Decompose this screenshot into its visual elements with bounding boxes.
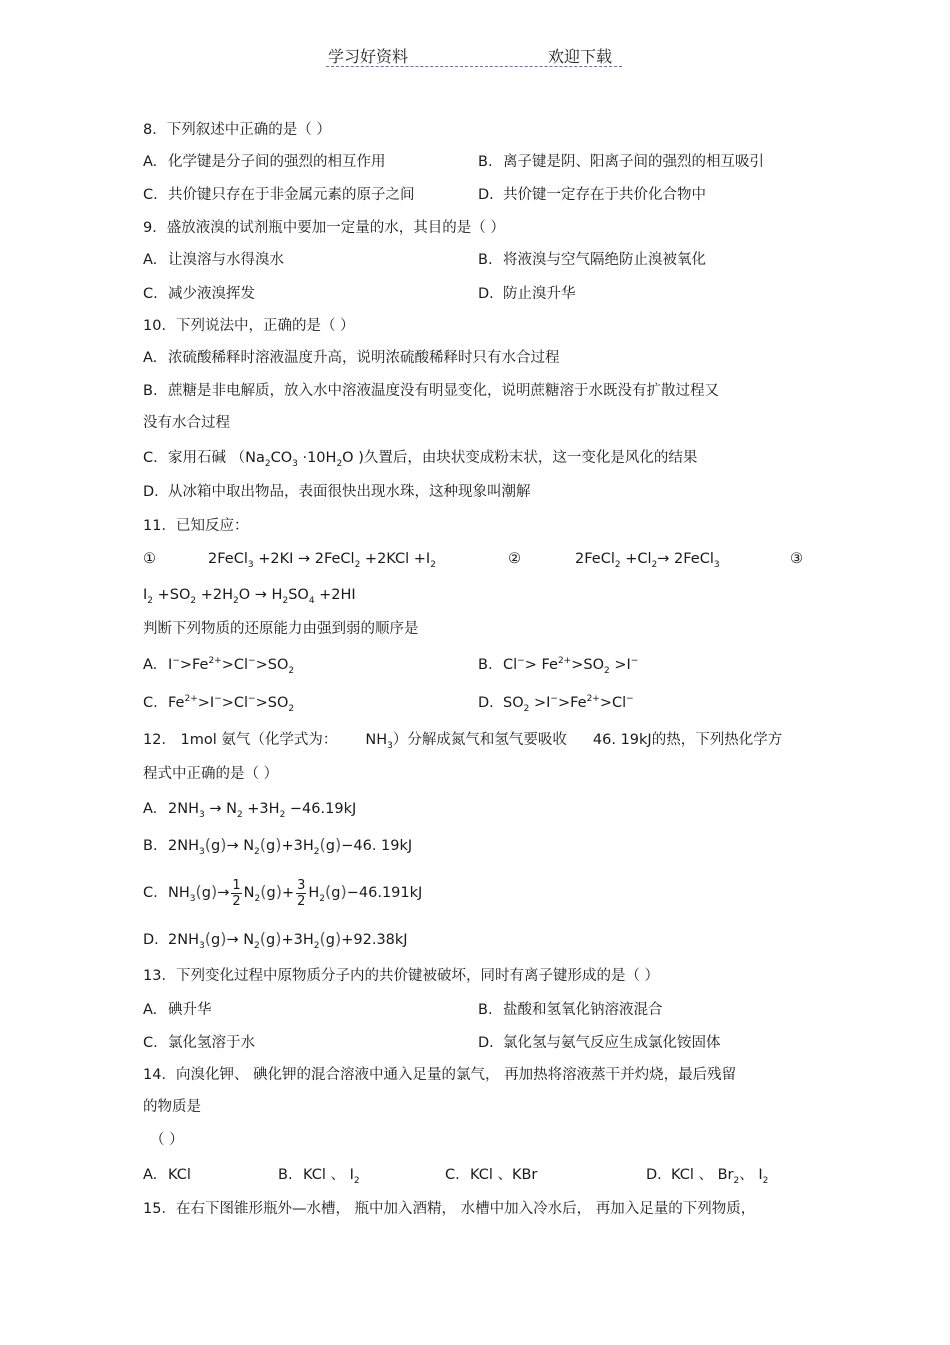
q9-option-d: D. 防止溴升华 xyxy=(478,286,576,302)
q13-option-b: B. 盐酸和氢氧化钠溶液混合 xyxy=(478,1002,663,1018)
q12-option-c: C. $NH_3(g)\to$ $\frac{1}{2}$ $N_2(g)+$ $\frac{3}{2}$ $H_2(g)-46.191kJ$ xyxy=(143,877,423,909)
q8-stem: 8．下列叙述中正确的是（ ） xyxy=(143,122,331,138)
q8-option-c: C. 共价键只存在于非金属元素的原子之间 xyxy=(143,187,415,203)
q11-question: 判断下列物质的还原能力由强到弱的顺序是 xyxy=(143,621,419,637)
q14-stem: 14．向溴化钾、 碘化钾的混合溶液中通入足量的氯气， 再加热将溶液蒸干并灼烧，最后残留 xyxy=(143,1067,737,1083)
q11-reaction-3-marker: ③ xyxy=(790,551,803,567)
q10-option-c: C. 家用石碱 （$Na_2CO_3 \cdot 10H_2O$ )久置后，由块状变成粉末状，这一变化是风化的结果 xyxy=(143,450,698,469)
q13-option-a: A. 碘升华 xyxy=(143,1002,212,1018)
q10-option-d: D. 从冰箱中取出物品，表面很快出现水珠，这种现象叫潮解 xyxy=(143,484,531,500)
q11-option-b: B. $Cl^-> Fe^{2+}>SO_2 >I^-$ xyxy=(478,656,639,676)
q13-stem: 13．下列变化过程中原物质分子内的共价键被破坏，同时有离子键形成的是（ ） xyxy=(143,968,660,984)
q11-option-c: C. $Fe^{2+}>I^->Cl^->SO_2$ xyxy=(143,694,295,714)
q12-option-d: D. $2NH_3(g)\to N_2(g)+3H_2(g)+92.38kJ$ xyxy=(143,929,408,951)
q11-reaction-3: $I_2 +SO_2 +2H_2O \to H_2SO_4 +2HI$ xyxy=(143,587,356,606)
q14-option-b: B. KCl 、 $I_2$ xyxy=(278,1167,360,1186)
q14-option-a: A. KCl xyxy=(143,1167,191,1183)
q11-reaction-2: ② 2FeCl$_2$ $+Cl_2\to$ 2FeCl$_3$ xyxy=(508,551,720,570)
q9-option-b: B. 将液溴与空气隔绝防止溴被氧化 xyxy=(478,252,706,268)
q8-option-b: B. 离子键是阴、阳离子间的强烈的相互吸引 xyxy=(478,154,764,170)
q15-stem: 15．在右下图锥形瓶外—水槽， 瓶中加入酒精， 水槽中加入冷水后， 再加入足量的下列物质， xyxy=(143,1201,756,1217)
q12-option-a: A. $2NH_3 \to N_2 +3H_2 -46.19kJ$ xyxy=(143,801,357,820)
q11-option-a: A. $I^->Fe^{2+}>Cl^->SO_2$ xyxy=(143,656,295,676)
q11-stem: 11．已知反应： xyxy=(143,518,249,534)
q10-option-b: B. 蔗糖是非电解质，放入水中溶液温度没有明显变化，说明蔗糖溶于水既没有扩散过程又 xyxy=(143,383,719,399)
q12-stem: 12． 1mol 氨气（化学式为： $NH_3$）分解成氮气和氢气要吸收 46. 19kJ的热，下列热化学方 xyxy=(143,732,783,751)
q9-option-c: C. 减少液溴挥发 xyxy=(143,286,255,302)
q14-option-c: C. KCl 、KBr xyxy=(445,1167,538,1183)
q12-option-b: B. $2NH_3(g)\to N_2(g)+3H_2(g)-46$. 19kJ xyxy=(143,835,413,857)
q9-stem: 9．盛放液溴的试剂瓶中要加一定量的水，其目的是（ ） xyxy=(143,220,505,236)
q8-option-a: A. 化学键是分子间的强烈的相互作用 xyxy=(143,154,386,170)
q12-stem-continued: 程式中正确的是（ ） xyxy=(143,766,279,782)
q10-option-a: A. 浓硫酸稀释时溶液温度升高，说明浓硫酸稀释时只有水合过程 xyxy=(143,350,560,366)
header-right: 欢迎下载 xyxy=(548,47,613,66)
q9-option-a: A. 让溴溶与水得溴水 xyxy=(143,252,284,268)
header-left: 学习好资料 xyxy=(328,47,409,66)
q11-option-d: D. $SO_2 >I^->Fe^{2+}>Cl^-$ xyxy=(478,694,634,714)
q8-option-d: D. 共价键一定存在于共价化合物中 xyxy=(478,187,706,203)
q13-option-c: C. 氯化氢溶于水 xyxy=(143,1035,255,1051)
q14-stem-continued: 的物质是 xyxy=(143,1099,201,1115)
q14-answer-blank: （ ） xyxy=(150,1132,184,1148)
q10-option-b-continued: 没有水合过程 xyxy=(143,415,230,431)
q11-reaction-1: ① 2FeCl$_3$ +2KI → 2FeCl$_2$ $+2KCl +I_2$ xyxy=(143,551,436,570)
page-header xyxy=(326,44,622,67)
q14-option-d: D. KCl 、 $Br_2$、 $I_2$ xyxy=(646,1167,769,1186)
q13-option-d: D. 氯化氢与氨气反应生成氯化铵固体 xyxy=(478,1035,721,1051)
q10-stem: 10．下列说法中，正确的是（ ） xyxy=(143,318,355,334)
